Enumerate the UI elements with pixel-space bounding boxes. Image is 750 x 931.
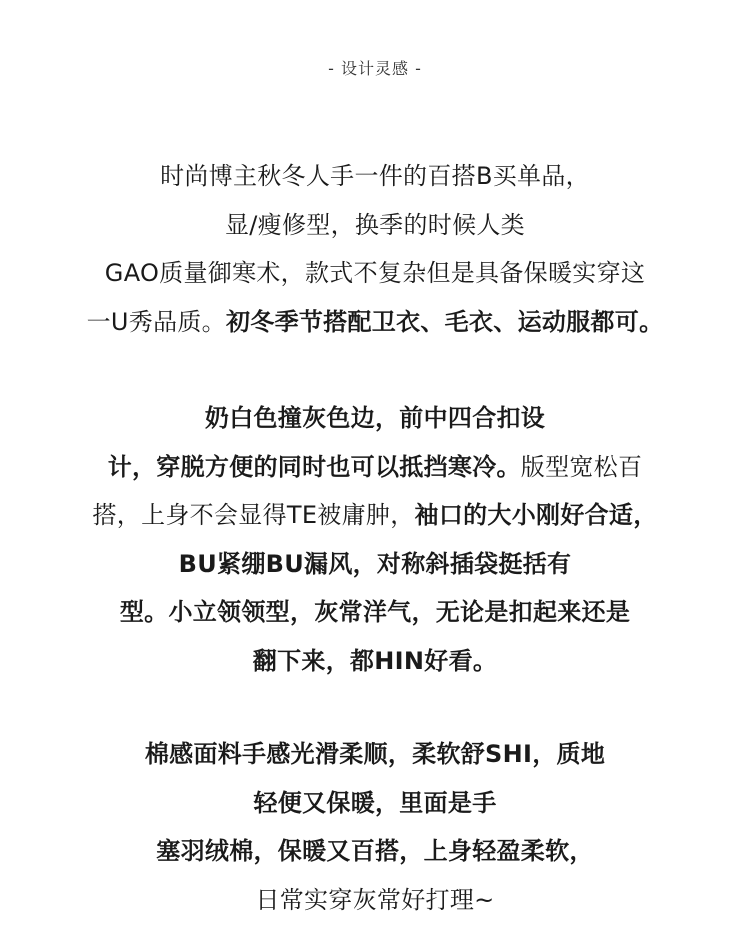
text-normal: 搭，上身不会显得TE被庸肿， [92,501,415,529]
text-bold: 初冬季节搭配卫衣、毛衣、运动服都可。 [225,307,664,336]
text-line: 翻下来，都HIN好看。 [252,646,498,675]
section-title: - 设计灵感 - [328,59,422,78]
text-line-mixed [0,491,750,540]
text-line: 日常实穿灰常好打理~ [255,885,495,914]
text-normal: 一U秀品质。 [86,307,226,336]
text-line: 显/瘦修型，换季的时候人类 [225,210,525,239]
text-bold: 计，穿脱方便的同时也可以抵挡寒冷。 [107,452,521,481]
paragraph-design [0,394,750,685]
text-line: GAO质量御寒术，款式不复杂但是具备保暖实穿这 [104,259,646,287]
text-line: 型。小立领领型，灰常洋气，无论是扣起来还是 [119,598,631,626]
text-line: 棉感面料手感光滑柔顺，柔软舒SHI，质地 [144,740,606,768]
text-line: 轻便又保暖，里面是手 [253,788,497,817]
text-line-mixed [0,443,750,492]
text-bold: 袖口的大小刚好合适， [414,501,658,529]
text-line: 塞羽绒棉，保暖又百搭，上身轻盈柔软， [156,837,594,865]
text-line: BU紧绷BU漏风，对称斜插袋挺括有 [178,549,572,578]
paragraph-intro [0,152,750,346]
text-line: 奶白色撞灰色边，前中四合扣设 [204,404,546,432]
paragraph-material [0,730,750,924]
text-normal: 版型宽松百 [520,452,643,481]
text-line-mixed [0,298,750,347]
text-line: 时尚博主秋冬人手一件的百搭B买单品， [160,162,590,190]
